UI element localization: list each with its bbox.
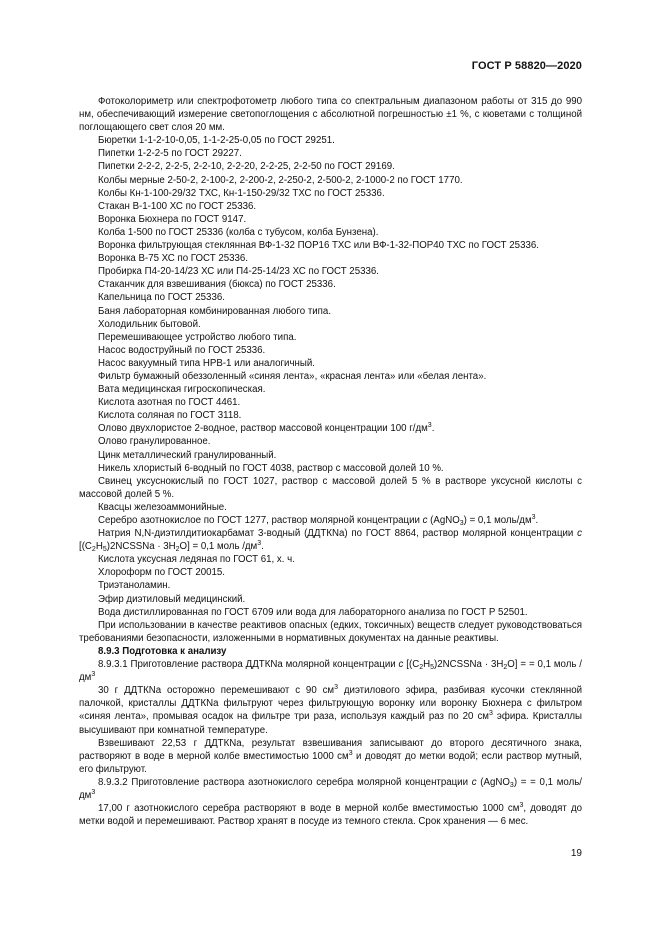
paragraph: Свинец уксуснокислый по ГОСТ 1027, раствор с массовой долей 5 % в растворе уксусной кислоты с массовой долей 5 %.	[79, 475, 582, 500]
paragraph: Капельница по ГОСТ 25336.	[98, 292, 225, 304]
paragraph: Фильтр бумажный обеззоленный «синяя лента», «красная лента» или «белая лента».	[98, 370, 487, 382]
paragraph: Стаканчик для взвешивания (бюкса) по ГОСТ 25336.	[98, 279, 336, 291]
paragraph: Кислота соляная по ГОСТ 3118.	[98, 410, 242, 422]
paragraph: Холодильник бытовой.	[98, 318, 201, 330]
paragraph: Вода дистиллированная по ГОСТ 6709 или вода для лабораторного анализа по ГОСТ Р 52501.	[98, 606, 528, 618]
paragraph: Воронка Бюхнера по ГОСТ 9147.	[98, 213, 247, 225]
paragraph: При использовании в качестве реактивов опасных (едких, токсичных) веществ следует руководствоваться требованиями безопасности, изложенными в нормативных документах на данные реактивы.	[79, 619, 582, 644]
section-heading: 8.9.3 Подготовка к анализу	[98, 645, 227, 657]
document-header: ГОСТ Р 58820—2020	[471, 60, 582, 72]
paragraph: Колба 1-500 по ГОСТ 25336 (колба с тубусом, колба Бунзена).	[98, 226, 379, 238]
paragraph: Пипетки 1-2-2-5 по ГОСТ 29227.	[98, 148, 242, 160]
paragraph: Стакан В-1-100 ХС по ГОСТ 25336.	[98, 200, 257, 212]
paragraph-ddtkna-reagent: Натрия N,N-диэтилдитиокарбамат 3-водный (ДДТКNa) по ГОСТ 8864, раствор молярной концентрации с $[(C_2H_5)2NCSSNa \cdot 3H_2O] = 0,1$ моль $/дм^3$.	[79, 528, 582, 554]
paragraph: Хлороформ по ГОСТ 20015.	[98, 567, 225, 579]
page-number: 19	[570, 848, 582, 859]
paragraph-8931: 8.9.3.1 Приготовление раствора ДДТКNa молярной концентрации с $[(C_2H_5)2NCSSNa \cdot 3H_2O]$ = = 0,1 моль $/дм^3$	[79, 659, 582, 684]
paragraph: Баня лабораторная комбинированная любого типа.	[98, 305, 332, 317]
paragraph: Эфир диэтиловый медицинский.	[98, 593, 246, 605]
paragraph-17g: 17,00 г азотнокислого серебра растворяют в воде в мерной колбе вместимостью 1000 $см^3$, доводят до метки водой и перемешивают. Раствор хранят в посуде из темного стекла. Срок хранения — 6 мес.	[79, 802, 582, 828]
paragraph: Пипетки 2-2-2, 2-2-5, 2-2-10, 2-2-20, 2-2-25, 2-2-50 по ГОСТ 29169.	[98, 161, 395, 173]
paragraph: Колбы Кн-1-100-29/32 ТХС, Кн-1-150-29/32 ТХС по ГОСТ 25336.	[98, 187, 385, 199]
paragraph: Вата медицинская гигроскопическая.	[98, 384, 266, 396]
paragraph: Олово гранулированное.	[98, 436, 211, 448]
paragraph: Никель хлористый 6-водный по ГОСТ 4038, раствор с массовой долей 10 %.	[98, 462, 444, 474]
paragraph-tin: Олово двухлористое 2-водное, раствор массовой концентрации 100 $г/дм^3$.	[98, 422, 435, 435]
paragraph: Насос вакуумный типа НРВ-1 или аналогичный.	[98, 357, 315, 369]
paragraph: Бюретки 1-1-2-10-0,05, 1-1-2-25-0,05 по ГОСТ 29251.	[98, 135, 335, 147]
paragraph: Насос водоструйный по ГОСТ 25336.	[98, 344, 266, 356]
paragraph-30g: 30 г ДДТКNa осторожно перемешивают с 90 $см^3$ диэтилового эфира, разбивая кусочки стеклянной палочкой, кристаллы ДДТКNa фильтруют через фильтрующую воронку или воронку Бюхнера с фильтром «синяя лента», промывая осадок на фильтре три раза, используя каждый раз по 20 $см^3$ эфира. Кристаллы высушивают при комнатной температуре.	[79, 684, 582, 736]
paragraph-silver-nitrate: Серебро азотнокислое по ГОСТ 1277, раствор молярной концентрации с (AgNO$_3$) = 0,1 моль/$дм^3$.	[98, 514, 539, 527]
paragraph: Квасцы железоаммонийные.	[98, 501, 227, 513]
paragraph: Пробирка П4-20-14/23 ХС или П4-25-14/23 ХС по ГОСТ 25336.	[98, 266, 379, 278]
paragraph: Кислота азотная по ГОСТ 4461.	[98, 397, 241, 409]
paragraph: Воронка фильтрующая стеклянная ВФ-1-32 ПОР16 ТХС или ВФ-1-32-ПОР40 ТХС по ГОСТ 25336.	[98, 240, 539, 252]
paragraph-8932: 8.9.3.2 Приготовление раствора азотнокислого серебра молярной концентрации с (AgNO$_3$) = = 0,1 моль/$дм^3$	[79, 776, 582, 801]
paragraph: Перемешивающее устройство любого типа.	[98, 331, 297, 343]
paragraph: Фотоколориметр или спектрофотометр любого типа со спектральным диапазоном работы от 315 до 990 нм, обеспечивающий измерение светопоглощения с абсолютной погрешностью ±1 %, с кюветами с толщиной поглощающего свет слоя 20 мм.	[79, 96, 582, 134]
document-body	[79, 95, 582, 828]
paragraph: Воронка В-75 ХС по ГОСТ 25336.	[98, 253, 248, 265]
paragraph-weigh: Взвешивают 22,53 г ДДТКNa, результат взвешивания записывают до второго десятичного знака, растворяют в воде в мерной колбе вместимостью 1000 $см^3$ и доводят до метки водой; если раствор мутный, его фильтруют.	[79, 737, 583, 775]
paragraph: Триэтаноламин.	[98, 580, 171, 592]
paragraph: Колбы мерные 2-50-2, 2-100-2, 2-200-2, 2-250-2, 2-500-2, 2-1000-2 по ГОСТ 1770.	[98, 174, 463, 186]
paragraph: Цинк металлический гранулированный.	[98, 449, 277, 461]
paragraph: Кислота уксусная ледяная по ГОСТ 61, х. ч.	[98, 554, 295, 566]
